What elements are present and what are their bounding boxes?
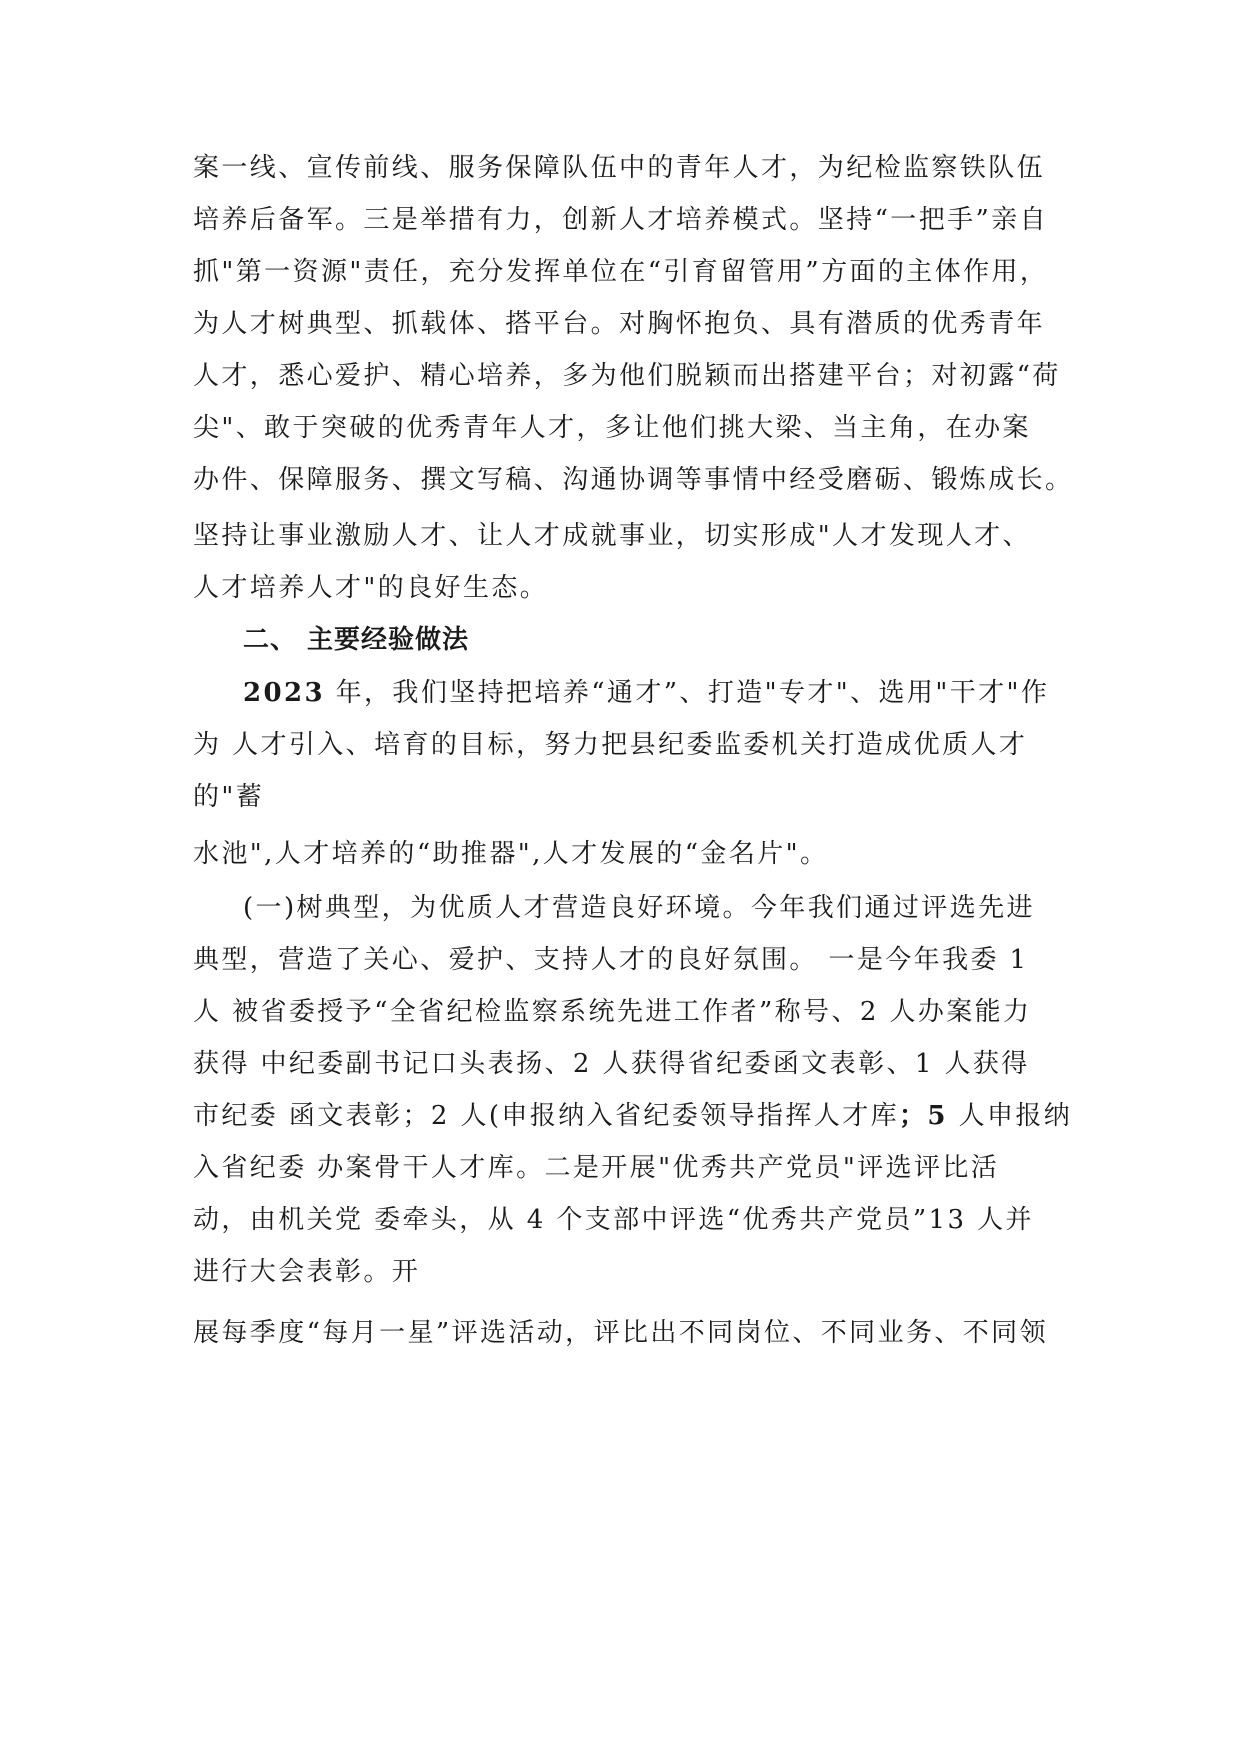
text-line: 获得 中纪委副书记口头表扬、2 人获得省纪委函文表彰、1 人获得	[193, 1049, 1030, 1079]
year-text: 2023	[243, 678, 325, 708]
text-line: 为人才树典型、抓载体、搭平台。对胸怀抱负、具有潜质的优秀青年	[193, 309, 1046, 339]
text-span: 市纪委 函文表彰；2 人(申报纳入省纪委领导指挥人才库	[193, 1101, 900, 1131]
text-line: 坚持让事业激励人才、让人才成就事业，切实形成"人才发现人才、	[193, 521, 1031, 551]
text-line	[193, 1096, 1093, 1136]
text-line: 人才，悉心爱护、精心培养，多为他们脱颖而出搭建平台；对初露“荷	[193, 361, 1061, 391]
text-line	[243, 673, 1143, 713]
text-line: 进行大会表彰。开	[193, 1257, 421, 1287]
text-line: 人才培养人才"的良好生态。	[193, 573, 549, 603]
text-line: 抓"第一资源"责任，充分发挥单位在“引育留管用”方面的主体作用，	[193, 257, 1049, 287]
text-span: 人申报纳	[947, 1101, 1073, 1131]
text-line: 为 人才引入、培育的目标，努力把县纪委监委机关打造成优质人才	[193, 730, 1028, 760]
text-line: 入省纪委 办案骨干人才库。二是开展"优秀共产党员"评选评比活	[193, 1153, 1000, 1183]
text-line: 动，由机关党 委牵头，从 4 个支部中评选“优秀共产党员”13 人并	[193, 1205, 1034, 1235]
text-line: 水池",人才培养的“助推器",人才发展的“金名片"。	[193, 839, 829, 869]
text-line: 培养后备军。三是举措有力，创新人才培养模式。坚持“一把手”亲自	[193, 205, 1048, 235]
text-line: 尖"、敢于突破的优秀青年人才，多让他们挑大梁、当主角，在办案	[193, 413, 1031, 443]
text-line: 展每季度“每月一星”评选活动，评比出不同岗位、不同业务、不同领	[193, 1318, 1048, 1348]
text-span-bold: ；5	[899, 1101, 948, 1131]
section-heading: 二、 主要经验做法	[243, 625, 470, 655]
text-line: 典型，营造了关心、爱护、支持人才的良好氛围。 一是今年我委 1	[193, 945, 1029, 975]
text-line: (一)树典型，为优质人才营造良好环境。今年我们通过评选先进	[243, 893, 1035, 923]
text-line: 办件、保障服务、撰文写稿、沟通协调等事情中经受磨砺、锻炼成长。	[193, 465, 1074, 495]
text-line: 人 被省委授予“全省纪检监察系统先进工作者”称号、2 人办案能力	[193, 997, 1032, 1027]
text-line: 的"蓄	[193, 782, 265, 812]
text-line: 案一线、宣传前线、服务保障队伍中的青年人才，为纪检监察铁队伍	[193, 153, 1046, 183]
text-span: 年，我们坚持把培养“通才”、打造"专才"、选用"干才"作	[324, 678, 1050, 708]
